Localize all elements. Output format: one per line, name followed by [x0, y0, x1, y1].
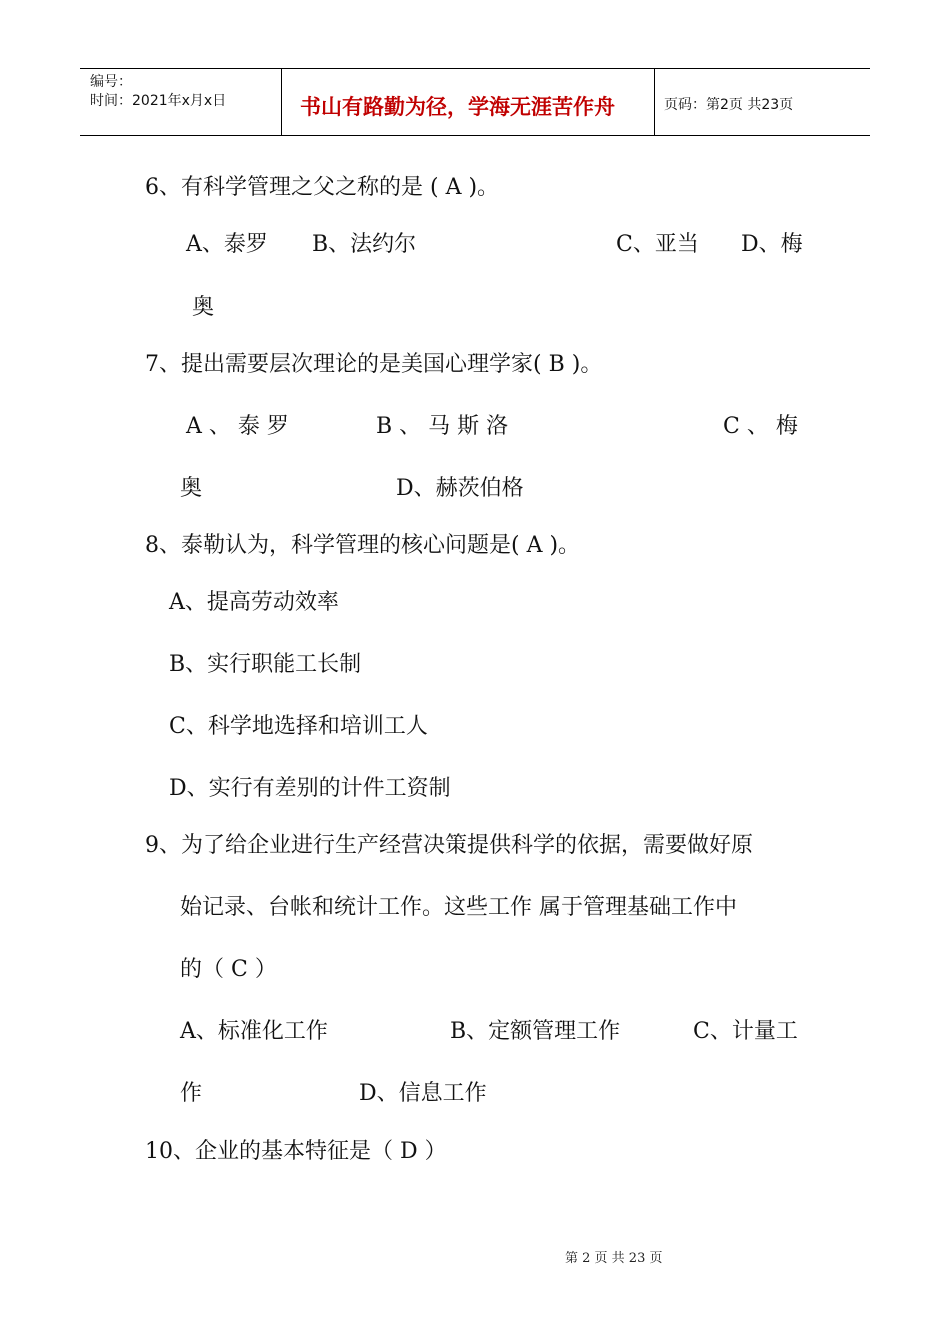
question-8-option-c: C、科学地选择和培训工人: [169, 714, 428, 739]
question-8-stem: 8、泰勒认为，科学管理的核心问题是( A )。: [145, 533, 581, 558]
question-10-stem: 10、企业的基本特征是（ D ）: [145, 1139, 447, 1164]
serial-label: 编号：: [90, 74, 132, 90]
date-label: 时间：2021年x月x日: [90, 93, 227, 109]
question-7-stem: 7、提出需要层次理论的是美国心理学家( B )。: [145, 352, 603, 377]
question-6-option-d-continued: 奥: [192, 295, 215, 320]
question-8-option-b: B、实行职能工长制: [169, 652, 362, 677]
footer-page-number: 第 2 页 共 23 页: [565, 1251, 663, 1266]
motto-text: 书山有路勤为径，学海无涯苦作舟: [300, 95, 615, 119]
question-7-option-c-continued: 奥: [180, 476, 203, 501]
question-9-option-b: B、定额管理工作: [450, 1019, 621, 1044]
question-6-stem: 6、有科学管理之父之称的是 ( A )。: [145, 175, 500, 200]
question-8-option-a: A、提高劳动效率: [169, 590, 339, 615]
question-9-option-c-continued: 作: [180, 1081, 203, 1106]
question-9-option-a: A、标准化工作: [180, 1019, 328, 1044]
question-7-option-c: C 、 梅: [723, 414, 798, 439]
header-divider-left: [281, 68, 282, 136]
question-7-option-a: A 、 泰 罗: [186, 414, 289, 439]
question-9-stem-line-1: 9、为了给企业进行生产经营决策提供科学的依据，需要做好原: [145, 833, 753, 858]
question-6-option-d: D、梅: [741, 232, 803, 257]
question-9-option-c: C、计量工: [693, 1019, 798, 1044]
header-top-border: [80, 68, 870, 69]
question-7-option-d: D、赫茨伯格: [396, 476, 524, 501]
question-9-stem-line-2: 始记录、台帐和统计工作。这些工作 属于管理基础工作中: [180, 895, 737, 920]
question-8-option-d: D、实行有差别的计件工资制: [169, 776, 451, 801]
question-6-option-c: C、亚当: [616, 232, 699, 257]
question-9-stem-line-3: 的（ C ）: [180, 957, 277, 982]
page-info: 页码：第2页 共23页: [664, 97, 794, 113]
header-bottom-border: [80, 135, 870, 136]
header-divider-right: [654, 68, 655, 136]
question-7-option-b: B 、 马 斯 洛: [376, 414, 509, 439]
question-6-option-b: B、法约尔: [312, 232, 417, 257]
question-6-option-a: A、泰罗: [186, 232, 268, 257]
question-9-option-d: D、信息工作: [359, 1081, 487, 1106]
